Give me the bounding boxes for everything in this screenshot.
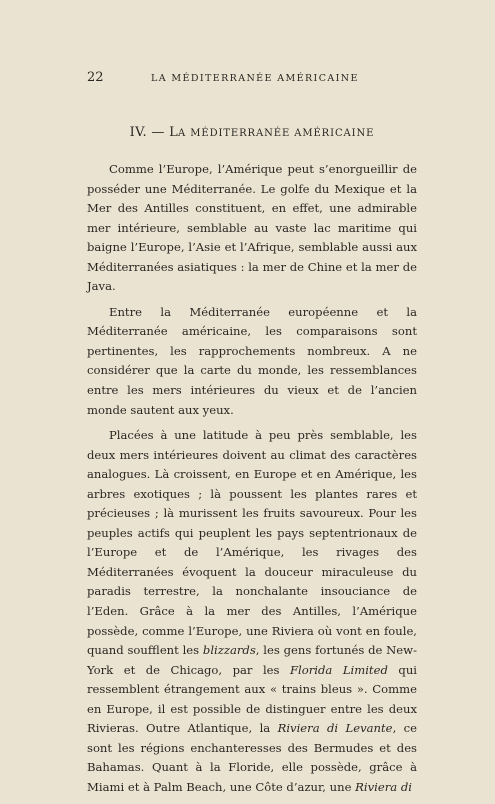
paragraph: Comme l’Europe, l’Amérique peut s’enorgueillir de posséder une Méditerranée. Le golfe du Mexique et la Mer des Antilles constituent, en effet, une admirable mer intérieure, semblable au vaste lac maritime qui baigne l’Europe, l’Asie et l’Afrique, semblable aussi aux Méditerranées asiatiques : la mer de Chine et la mer de Java. [87,162,417,294]
text-run: qui ressemblent étrangement aux « trains bleus ». Comme en Europe, il est possible de distinguer entre les deux Rivieras. Outre Atlantique, la [87,662,417,736]
page-header [87,70,417,85]
paragraph [87,426,417,797]
body-text [87,160,417,804]
italic-term: Florida Limited [290,662,388,677]
page-number: 22 [87,70,104,85]
italic-term: Riviera di [355,779,412,794]
italic-term: blizzards [202,643,256,658]
chapter-title [87,125,417,140]
running-head: LA MÉDITERRANÉE AMÉRICAINE [151,73,359,84]
text-run: , les gens fortunés de New-York et de Chicago, par les [87,643,417,677]
text-run: Placées à une latitude à peu près semblable, les deux mers intérieures doivent au climat des caractères analogues. Là croissent, en Europe et en Amérique, les arbres exotiques ; là poussent les plantes rares et précieuses ; là murissent les fruits savoureux. Pour les peuples actifs qui peuplent les pays septentrionaux de l’Europe et de l’Amérique, les rivages des Méditerranées évoquent la douceur miraculeuse du paradis terrestre, la nonchalante insouciance de l’Eden. Grâce à la mer des Antilles, l’Amérique possède, comme l’Europe, une Riviera où vont en foule, quand soufflent les [87,428,417,658]
paragraph: Entre la Méditerranée européenne et la Méditerranée américaine, les comparaisons sont pertinentes, les rapprochements nombreux. A ne considérer que la carte du monde, les ressemblances entre les mers intérieures du vieux et de l’ancien monde sautent aux yeux. [87,304,417,417]
chapter-numeral: IV. — L [129,125,179,140]
text-run: , ce sont les régions enchanteresses des Bermudes et des Bahamas. Quant à la Floride, elle possède, grâce à Miami et à Palm Beach, une Côte d’azur, une [87,721,417,794]
chapter-title-text: A MÉDITERRANÉE AMÉRICAINE [178,128,375,139]
italic-term: Riviera di Levante [277,721,393,736]
